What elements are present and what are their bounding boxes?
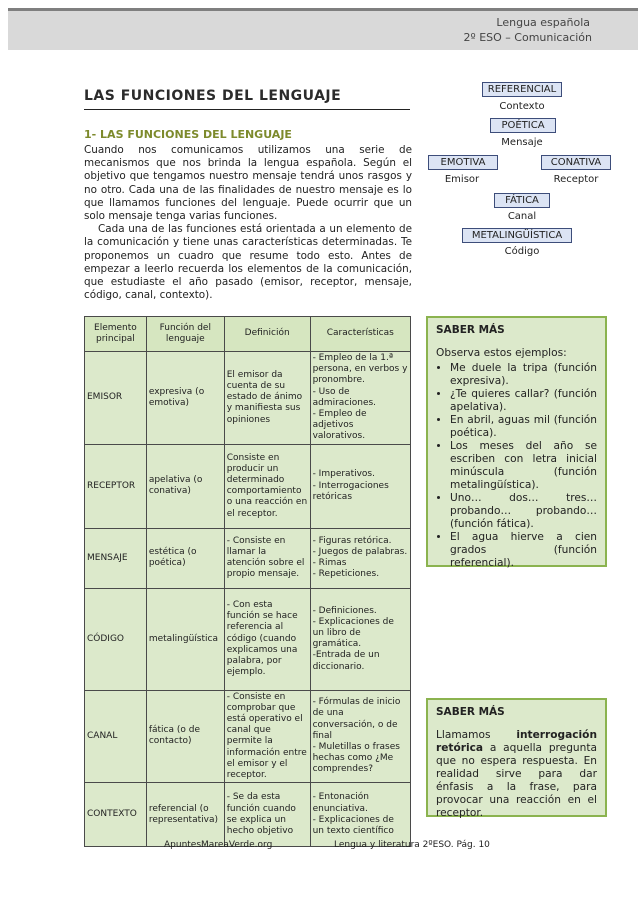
cell-caracteristicas: - Fórmulas de inicio de una conversación, o de final - Muletillas o frases hechas como ¿Me comprendes? — [310, 690, 410, 783]
cell-definicion: El emisor da cuenta de su estado de ánimo y manifiesta sus opiniones — [224, 352, 310, 445]
cell-elemento: MENSAJE — [85, 528, 147, 588]
header-subject: Lengua española — [496, 16, 590, 29]
cell-funcion: apelativa (o conativa) — [146, 444, 224, 528]
list-item: • ¿Te quieres callar? (función apelativa). — [450, 388, 597, 414]
page-title: LAS FUNCIONES DEL LENGUAJE — [84, 88, 342, 104]
box-poetica: POÉTICA — [490, 118, 556, 133]
cell-caracteristicas: - Imperativos. - Interrogaciones retóricas — [310, 444, 410, 528]
retorica-text-pre: Llamamos — [436, 729, 517, 741]
footer-page: Lengua y literatura 2ºESO. Pág. 10 — [334, 840, 490, 850]
table-header-row — [85, 317, 411, 352]
header-funcion: Función del lenguaje — [146, 317, 224, 352]
header-course: 2º ESO – Comunicación — [463, 31, 592, 44]
cell-elemento: EMISOR — [85, 352, 147, 445]
cell-definicion: - Consiste en llamar la atención sobre el propio mensaje. — [224, 528, 310, 588]
label-receptor: Receptor — [553, 174, 599, 185]
header-elemento: Elemento principal — [85, 317, 147, 352]
table-row — [85, 352, 411, 445]
list-item: • El agua hierve a cien grados (función referencial). — [450, 531, 597, 570]
cell-funcion: fática (o de contacto) — [146, 690, 224, 783]
header-rule — [8, 8, 638, 11]
cell-elemento: CÓDIGO — [85, 588, 147, 690]
intro-text — [84, 144, 412, 302]
box-conativa: CONATIVA — [541, 155, 611, 170]
section-heading: 1- LAS FUNCIONES DEL LENGUAJE — [84, 128, 292, 141]
box-fatica: FÁTICA — [494, 193, 550, 208]
saber-mas-heading: SABER MÁS — [436, 324, 505, 336]
paragraph-2: Cada una de las funciones está orientada a un elemento de la comunicación y tiene unas características determinadas. Te proponemos un cuadro que resume todo esto. Antes de empezar a leerlo recuerda los elementos de la comunicación, que estudiaste el año pasado (emisor, receptor, mensaje, código, canal, contexto). — [84, 223, 412, 302]
header-caracteristicas: Características — [310, 317, 410, 352]
box-referencial: REFERENCIAL — [482, 82, 562, 97]
table-row — [85, 783, 411, 847]
cell-definicion: Consiste en producir un determinado comportamiento o una reacción en el receptor. — [224, 444, 310, 528]
cell-definicion: - Consiste en comprobar que está operativo el canal que permite la información entre el emisor y el receptor. — [224, 690, 310, 783]
cell-funcion: metalingüística — [146, 588, 224, 690]
label-contexto: Contexto — [499, 101, 545, 112]
list-item: • Los meses del año se escriben con letra inicial minúscula (función metalingüística). — [450, 440, 597, 492]
saber-mas-retorica — [426, 698, 607, 817]
cell-caracteristicas: - Figuras retórica. - Juegos de palabras. - Rimas - Repeticiones. — [310, 528, 410, 588]
list-item: • En abril, aguas mil (función poética). — [450, 414, 597, 440]
table-row — [85, 528, 411, 588]
cell-caracteristicas: - Entonación enunciativa. - Explicaciones de un texto científico — [310, 783, 410, 847]
label-mensaje: Mensaje — [501, 137, 543, 148]
page-header — [8, 8, 638, 50]
cell-elemento: CONTEXTO — [85, 783, 147, 847]
list-item: • Uno… dos… tres… probando… probando… (función fática). — [450, 492, 597, 531]
retorica-text-post: a aquella pregunta que no espera respuesta. En realidad sirve para dar énfasis a la frase, para provocar una reacción en el receptor. — [436, 742, 597, 819]
saber-mas-examples — [426, 316, 607, 567]
table-row — [85, 444, 411, 528]
label-canal: Canal — [507, 211, 537, 222]
retorica-text — [436, 729, 597, 820]
list-item: • Me duele la tripa (función expresiva). — [450, 362, 597, 388]
label-codigo: Código — [504, 246, 540, 257]
examples-list — [436, 362, 597, 570]
cell-elemento: RECEPTOR — [85, 444, 147, 528]
cell-funcion: estética (o poética) — [146, 528, 224, 588]
box-metalinguistica: METALINGÜÍSTICA — [462, 228, 572, 243]
cell-caracteristicas: - Definiciones. - Explicaciones de un libro de gramática. -Entrada de un diccionario. — [310, 588, 410, 690]
table-row — [85, 690, 411, 783]
cell-definicion: - Con esta función se hace referencia al código (cuando explicamos una palabra, por ejemplo. — [224, 588, 310, 690]
retorica-term: interrogación retórica — [436, 729, 597, 754]
title-underline — [84, 109, 410, 110]
box-emotiva: EMOTIVA — [428, 155, 498, 170]
table-row — [85, 588, 411, 690]
cell-funcion: expresiva (o emotiva) — [146, 352, 224, 445]
cell-funcion: referencial (o representativa) — [146, 783, 224, 847]
cell-elemento: CANAL — [85, 690, 147, 783]
label-emisor: Emisor — [444, 174, 480, 185]
saber-mas-intro: Observa estos ejemplos: — [436, 347, 567, 359]
saber-mas-heading-2: SABER MÁS — [436, 706, 505, 718]
functions-table — [84, 316, 411, 847]
footer-site: ApuntesMareaVerde.org — [164, 840, 273, 850]
paragraph-1: Cuando nos comunicamos utilizamos una serie de mecanismos que nos brinda la lengua española. Según el objetivo que tengamos nuestro mensaje tendrá unos rasgos y no otro. Cada una de las finalidades de nuestro mensaje es lo que llamamos funciones del lenguaje. Puede ocurrir que un solo mensaje tenga varias funciones. — [84, 144, 412, 223]
header-definicion: Definición — [224, 317, 310, 352]
cell-caracteristicas: - Empleo de la 1.ª persona, en verbos y pronombre. - Uso de admiraciones. - Empleo de adjetivos valorativos. — [310, 352, 410, 445]
cell-definicion: - Se da esta función cuando se explica un hecho objetivo — [224, 783, 310, 847]
